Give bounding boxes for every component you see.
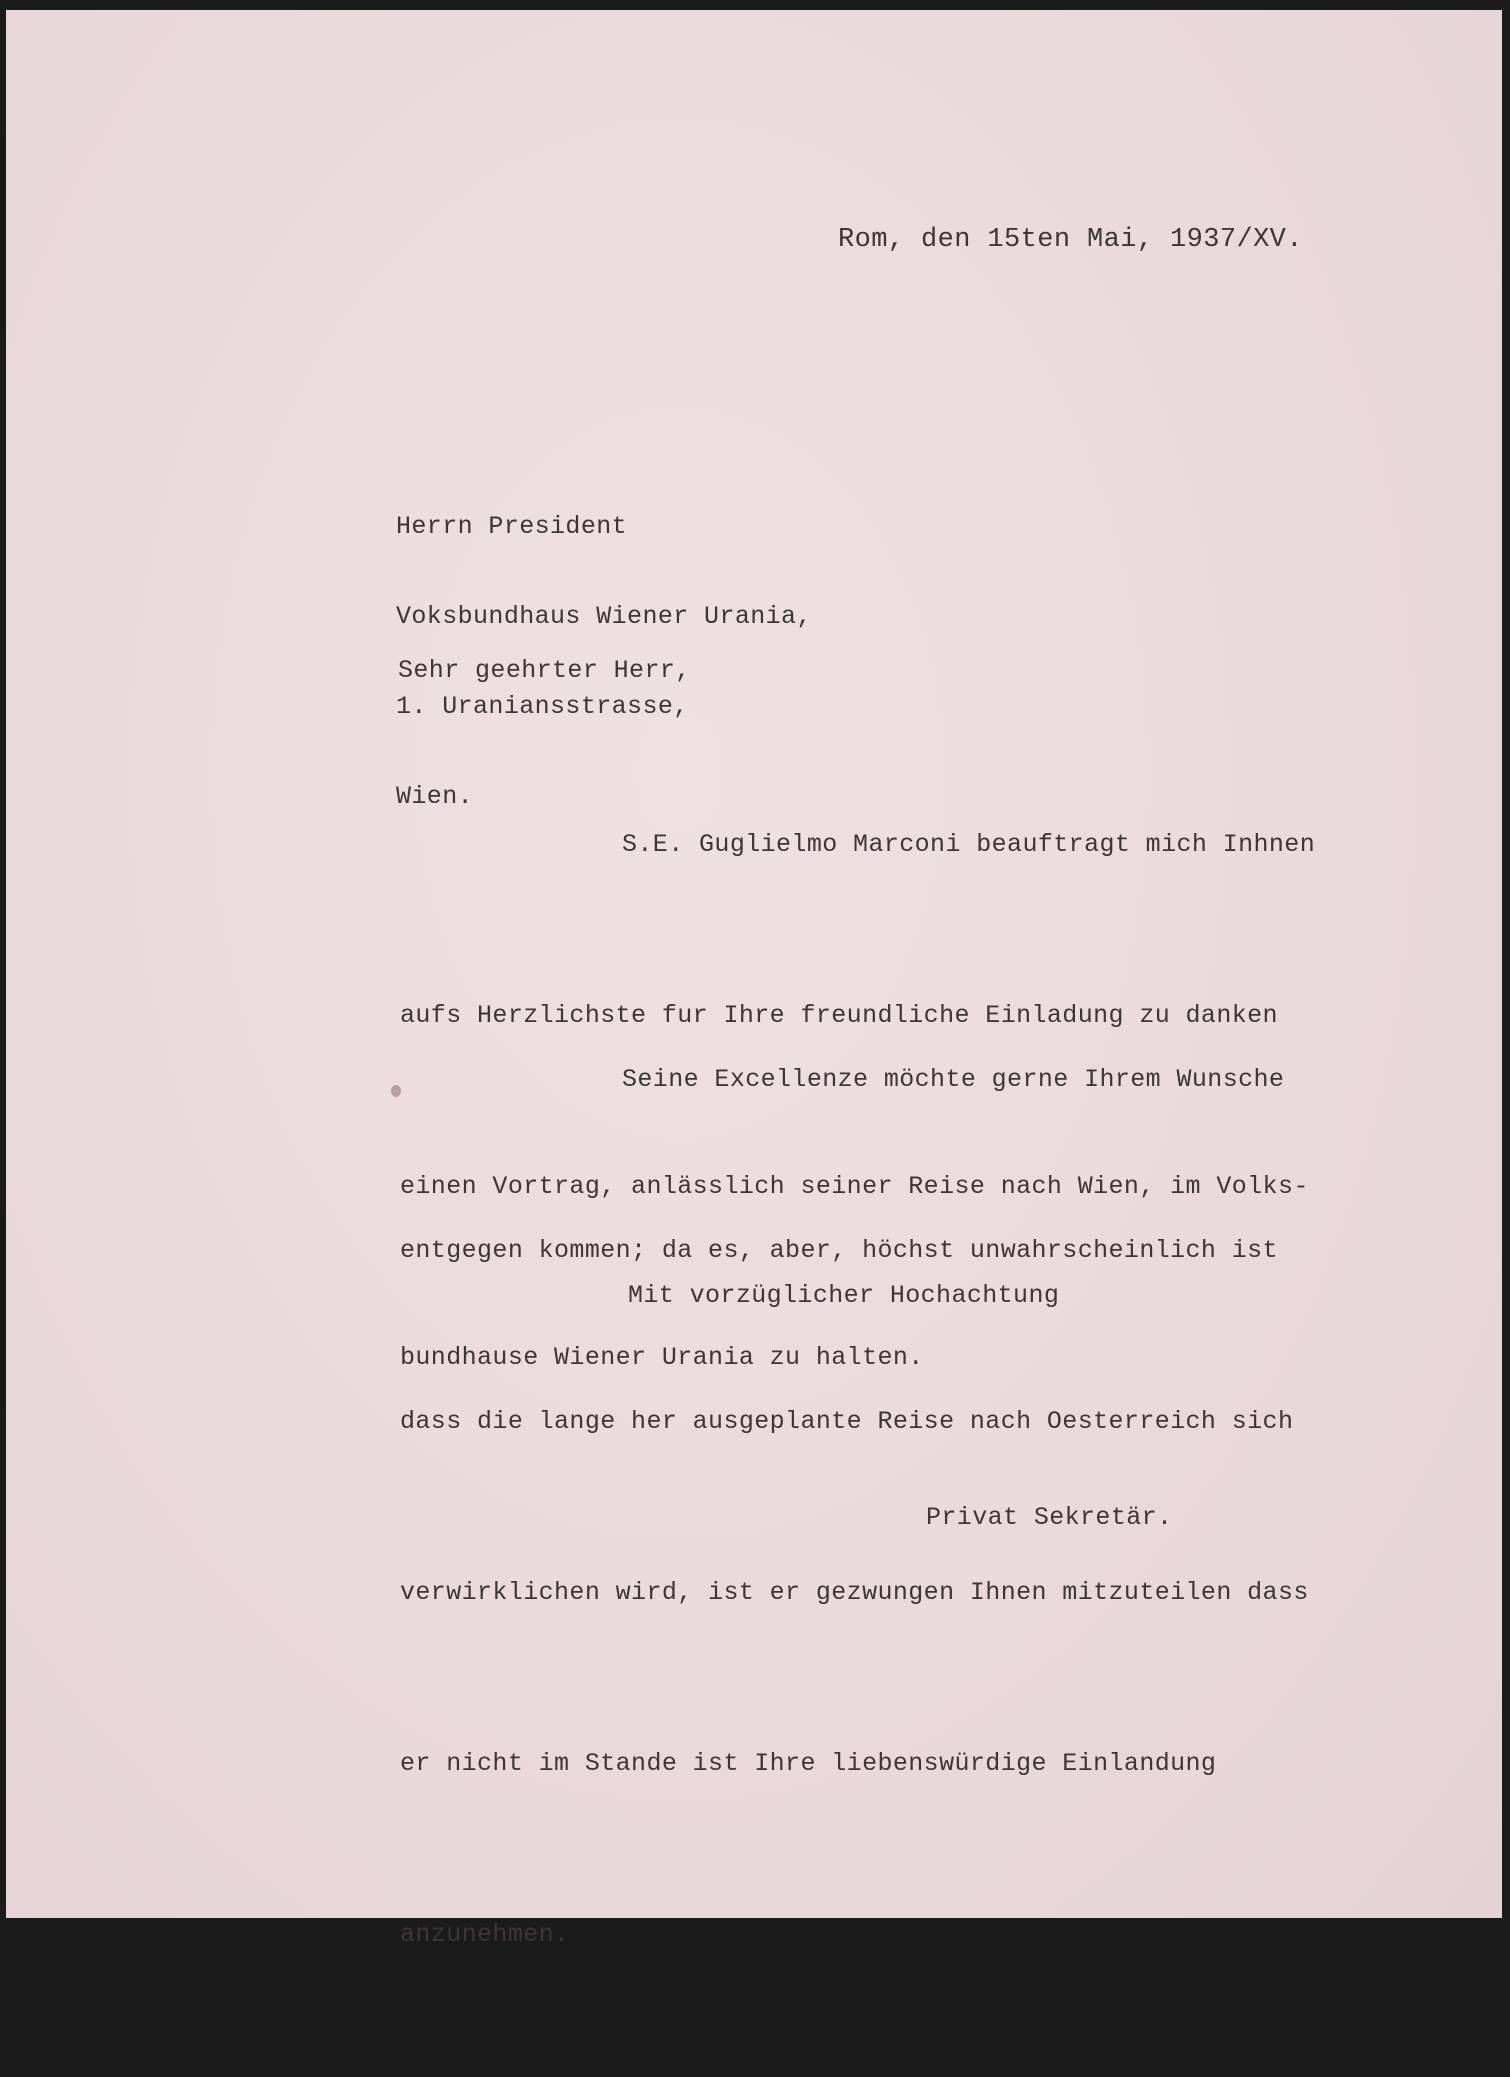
body-line: entgegen kommen; da es, aber, höchst unwahrscheinlich ist <box>400 1236 1278 1265</box>
body-line: aufs Herzlichste fur Ihre freundliche Einladung zu danken <box>400 1001 1278 1030</box>
body-line: S.E. Guglielmo Marconi beauftragt mich Inhnen <box>622 830 1316 859</box>
body-line: bundhause Wiener Urania zu halten. <box>400 1343 924 1372</box>
body-line: Seine Excellenze möchte gerne Ihrem Wunsche <box>622 1065 1285 1094</box>
closing-phrase: Mit vorzüglicher Hochachtung <box>628 1281 1060 1310</box>
address-line: Herrn President <box>396 512 628 541</box>
salutation: Sehr geehrter Herr, <box>398 656 691 685</box>
body-line: er nicht im Stande ist Ihre liebenswürdige Einlandung <box>400 1749 1217 1778</box>
signature-line: Privat Sekretär. <box>926 1503 1173 1532</box>
letter-date: Rom, den 15ten Mai, 1937/XV. <box>838 225 1303 255</box>
ink-speck <box>391 1085 401 1097</box>
body-line: dass die lange her ausgeplante Reise nach Oesterreich sich <box>400 1407 1294 1436</box>
body-line: verwirklichen wird, ist er gezwungen Ihnen mitzuteilen dass <box>400 1578 1309 1607</box>
address-line: Wien. <box>396 782 474 811</box>
address-line: 1. Uraniansstrasse, <box>396 692 689 721</box>
body-line: anzunehmen. <box>400 1920 570 1949</box>
address-line: Voksbundhaus Wiener Urania, <box>396 602 812 631</box>
body-line: einen Vortrag, anlässlich seiner Reise nach Wien, im Volks- <box>400 1172 1309 1201</box>
